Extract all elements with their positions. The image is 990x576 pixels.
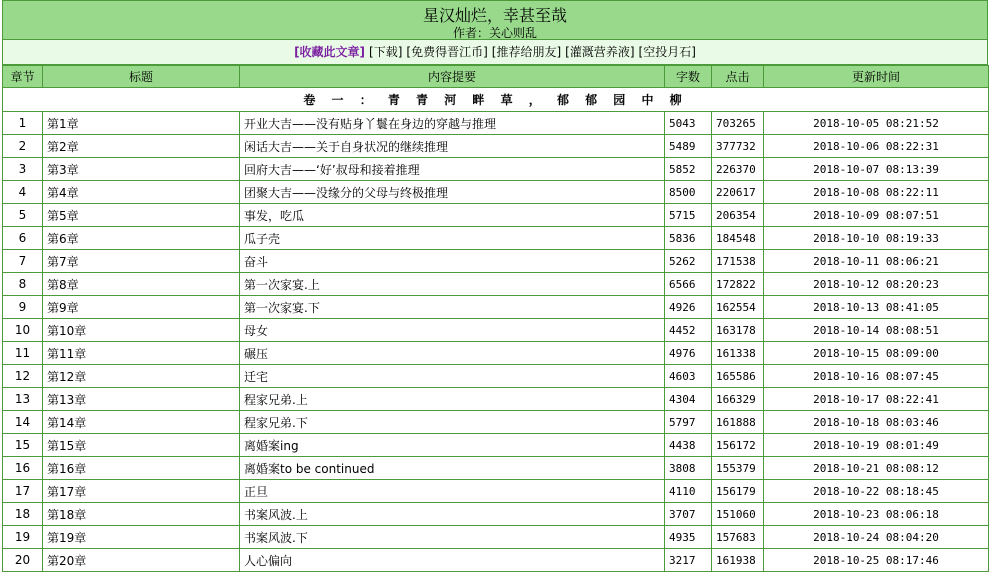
table-row [3,181,989,204]
update-time: 2018-10-23 08:06:18 [764,503,989,526]
chapter-summary-link[interactable]: 团聚大吉——没缘分的父母与终极推理 [240,181,665,204]
click-count: 157683 [712,526,764,549]
word-count: 5852 [665,158,712,181]
click-count: 155379 [712,457,764,480]
click-count: 162554 [712,296,764,319]
chapter-title-link[interactable]: 第15章 [43,434,240,457]
table-header-row [3,66,989,88]
chapter-summary-link[interactable]: 闲话大吉——关于自身状况的继续推理 [240,135,665,158]
table-row [3,549,989,572]
chapter-title-link[interactable]: 第11章 [43,342,240,365]
chapter-summary-link[interactable]: 第一次家宴.上 [240,273,665,296]
update-time: 2018-10-09 08:07:51 [764,204,989,227]
chapter-number: 6 [3,227,43,250]
chapter-summary-link[interactable]: 事发，吃瓜 [240,204,665,227]
chapter-summary-link[interactable]: 开业大吉——没有贴身丫鬟在身边的穿越与推理 [240,112,665,135]
col-header-clicks: 点击 [712,66,764,88]
click-count: 161938 [712,549,764,572]
chapter-title-link[interactable]: 第6章 [43,227,240,250]
update-time: 2018-10-21 08:08:12 [764,457,989,480]
col-header-title: 标题 [43,66,240,88]
chapter-number: 12 [3,365,43,388]
click-count: 377732 [712,135,764,158]
chapter-number: 9 [3,296,43,319]
chapter-title-link[interactable]: 第14章 [43,411,240,434]
update-time: 2018-10-14 08:08:51 [764,319,989,342]
click-count: 703265 [712,112,764,135]
chapter-number: 5 [3,204,43,227]
chapter-number: 19 [3,526,43,549]
chapter-summary-link[interactable]: 程家兄弟.上 [240,388,665,411]
volume-row [3,88,989,112]
chapter-title-link[interactable]: 第17章 [43,480,240,503]
table-row [3,480,989,503]
table-row [3,342,989,365]
click-count: 156172 [712,434,764,457]
chapter-title-link[interactable]: 第20章 [43,549,240,572]
chapter-table [2,65,989,572]
chapter-title-link[interactable]: 第10章 [43,319,240,342]
update-time: 2018-10-10 08:19:33 [764,227,989,250]
chapter-summary-link[interactable]: 碾压 [240,342,665,365]
chapter-summary-link[interactable]: 正旦 [240,480,665,503]
chapter-title-link[interactable]: 第1章 [43,112,240,135]
volume-title: 卷 一 ： 青 青 河 畔 草 ， 郁 郁 园 中 柳 [3,88,989,112]
word-count: 5797 [665,411,712,434]
table-row [3,457,989,480]
click-count: 172822 [712,273,764,296]
chapter-number: 8 [3,273,43,296]
nutrient-link[interactable]: [灌溉营养液] [565,45,635,59]
chapter-number: 20 [3,549,43,572]
table-row [3,250,989,273]
chapter-summary-link[interactable]: 第一次家宴.下 [240,296,665,319]
chapter-summary-link[interactable]: 人心偏向 [240,549,665,572]
chapter-number: 17 [3,480,43,503]
table-row [3,365,989,388]
word-count: 4926 [665,296,712,319]
update-time: 2018-10-07 08:13:39 [764,158,989,181]
table-row [3,319,989,342]
action-bar [2,40,988,65]
chapter-number: 4 [3,181,43,204]
click-count: 161338 [712,342,764,365]
word-count: 4304 [665,388,712,411]
word-count: 3707 [665,503,712,526]
chapter-number: 10 [3,319,43,342]
airdrop-link[interactable]: [空投月石] [638,45,696,59]
update-time: 2018-10-16 08:07:45 [764,365,989,388]
chapter-title-link[interactable]: 第13章 [43,388,240,411]
col-header-updated: 更新时间 [764,66,989,88]
table-row [3,388,989,411]
word-count: 5715 [665,204,712,227]
chapter-summary-link[interactable]: 迁宅 [240,365,665,388]
chapter-title-link[interactable]: 第18章 [43,503,240,526]
word-count: 5043 [665,112,712,135]
chapter-summary-link[interactable]: 书案风波.下 [240,526,665,549]
chapter-title-link[interactable]: 第5章 [43,204,240,227]
click-count: 151060 [712,503,764,526]
word-count: 5262 [665,250,712,273]
update-time: 2018-10-08 08:22:11 [764,181,989,204]
col-header-summary: 内容提要 [240,66,665,88]
chapter-summary-link[interactable]: 离婚案ing [240,434,665,457]
chapter-number: 7 [3,250,43,273]
chapter-title-link[interactable]: 第19章 [43,526,240,549]
chapter-title-link[interactable]: 第8章 [43,273,240,296]
chapter-number: 2 [3,135,43,158]
chapter-summary-link[interactable]: 母女 [240,319,665,342]
table-row [3,411,989,434]
update-time: 2018-10-15 08:09:00 [764,342,989,365]
chapter-number: 16 [3,457,43,480]
chapter-number: 18 [3,503,43,526]
download-link[interactable]: [下载] [369,45,403,59]
table-row [3,526,989,549]
word-count: 5836 [665,227,712,250]
chapter-number: 11 [3,342,43,365]
chapter-number: 14 [3,411,43,434]
table-row [3,434,989,457]
word-count: 5489 [665,135,712,158]
update-time: 2018-10-19 08:01:49 [764,434,989,457]
chapter-summary-link[interactable]: 程家兄弟.下 [240,411,665,434]
chapter-title-link[interactable]: 第2章 [43,135,240,158]
chapter-number: 3 [3,158,43,181]
favorite-link[interactable]: [收藏此文章] [294,45,366,59]
table-row [3,135,989,158]
word-count: 4603 [665,365,712,388]
word-count: 4976 [665,342,712,365]
table-row [3,158,989,181]
click-count: 156179 [712,480,764,503]
click-count: 206354 [712,204,764,227]
chapter-title-link[interactable]: 第3章 [43,158,240,181]
chapter-summary-link[interactable]: 回府大吉——‘好’叔母和接着推理 [240,158,665,181]
click-count: 161888 [712,411,764,434]
chapter-list-page [2,0,988,572]
chapter-title-link[interactable]: 第4章 [43,181,240,204]
col-header-chapter: 章节 [3,66,43,88]
click-count: 163178 [712,319,764,342]
free-coins-link[interactable]: [免费得晋江币] [406,45,488,59]
table-row [3,296,989,319]
novel-header [2,0,988,40]
word-count: 4438 [665,434,712,457]
update-time: 2018-10-24 08:04:20 [764,526,989,549]
recommend-link[interactable]: [推荐给朋友] [491,45,562,59]
chapter-number: 1 [3,112,43,135]
update-time: 2018-10-12 08:20:23 [764,273,989,296]
table-row [3,204,989,227]
table-row [3,227,989,250]
chapter-title-link[interactable]: 第7章 [43,250,240,273]
chapter-summary-link[interactable]: 奋斗 [240,250,665,273]
col-header-words: 字数 [665,66,712,88]
update-time: 2018-10-06 08:22:31 [764,135,989,158]
click-count: 166329 [712,388,764,411]
click-count: 184548 [712,227,764,250]
update-time: 2018-10-22 08:18:45 [764,480,989,503]
word-count: 4452 [665,319,712,342]
click-count: 171538 [712,250,764,273]
chapter-summary-link[interactable]: 书案风波.上 [240,503,665,526]
update-time: 2018-10-18 08:03:46 [764,411,989,434]
update-time: 2018-10-13 08:41:05 [764,296,989,319]
word-count: 6566 [665,273,712,296]
click-count: 165586 [712,365,764,388]
chapter-summary-link[interactable]: 离婚案to be continued [240,457,665,480]
word-count: 4110 [665,480,712,503]
author-name: 作者：关心则乱 [452,26,537,40]
chapter-summary-link[interactable]: 瓜子壳 [240,227,665,250]
update-time: 2018-10-17 08:22:41 [764,388,989,411]
chapter-title-link[interactable]: 第12章 [43,365,240,388]
click-count: 220617 [712,181,764,204]
table-row [3,112,989,135]
word-count: 8500 [665,181,712,204]
update-time: 2018-10-11 08:06:21 [764,250,989,273]
chapter-number: 15 [3,434,43,457]
chapter-title-link[interactable]: 第16章 [43,457,240,480]
word-count: 3217 [665,549,712,572]
click-count: 226370 [712,158,764,181]
novel-title: 星汉灿烂，幸甚至哉 [422,6,567,25]
table-row [3,503,989,526]
update-time: 2018-10-05 08:21:52 [764,112,989,135]
chapter-title-link[interactable]: 第9章 [43,296,240,319]
table-row [3,273,989,296]
update-time: 2018-10-25 08:17:46 [764,549,989,572]
word-count: 3808 [665,457,712,480]
word-count: 4935 [665,526,712,549]
chapter-number: 13 [3,388,43,411]
